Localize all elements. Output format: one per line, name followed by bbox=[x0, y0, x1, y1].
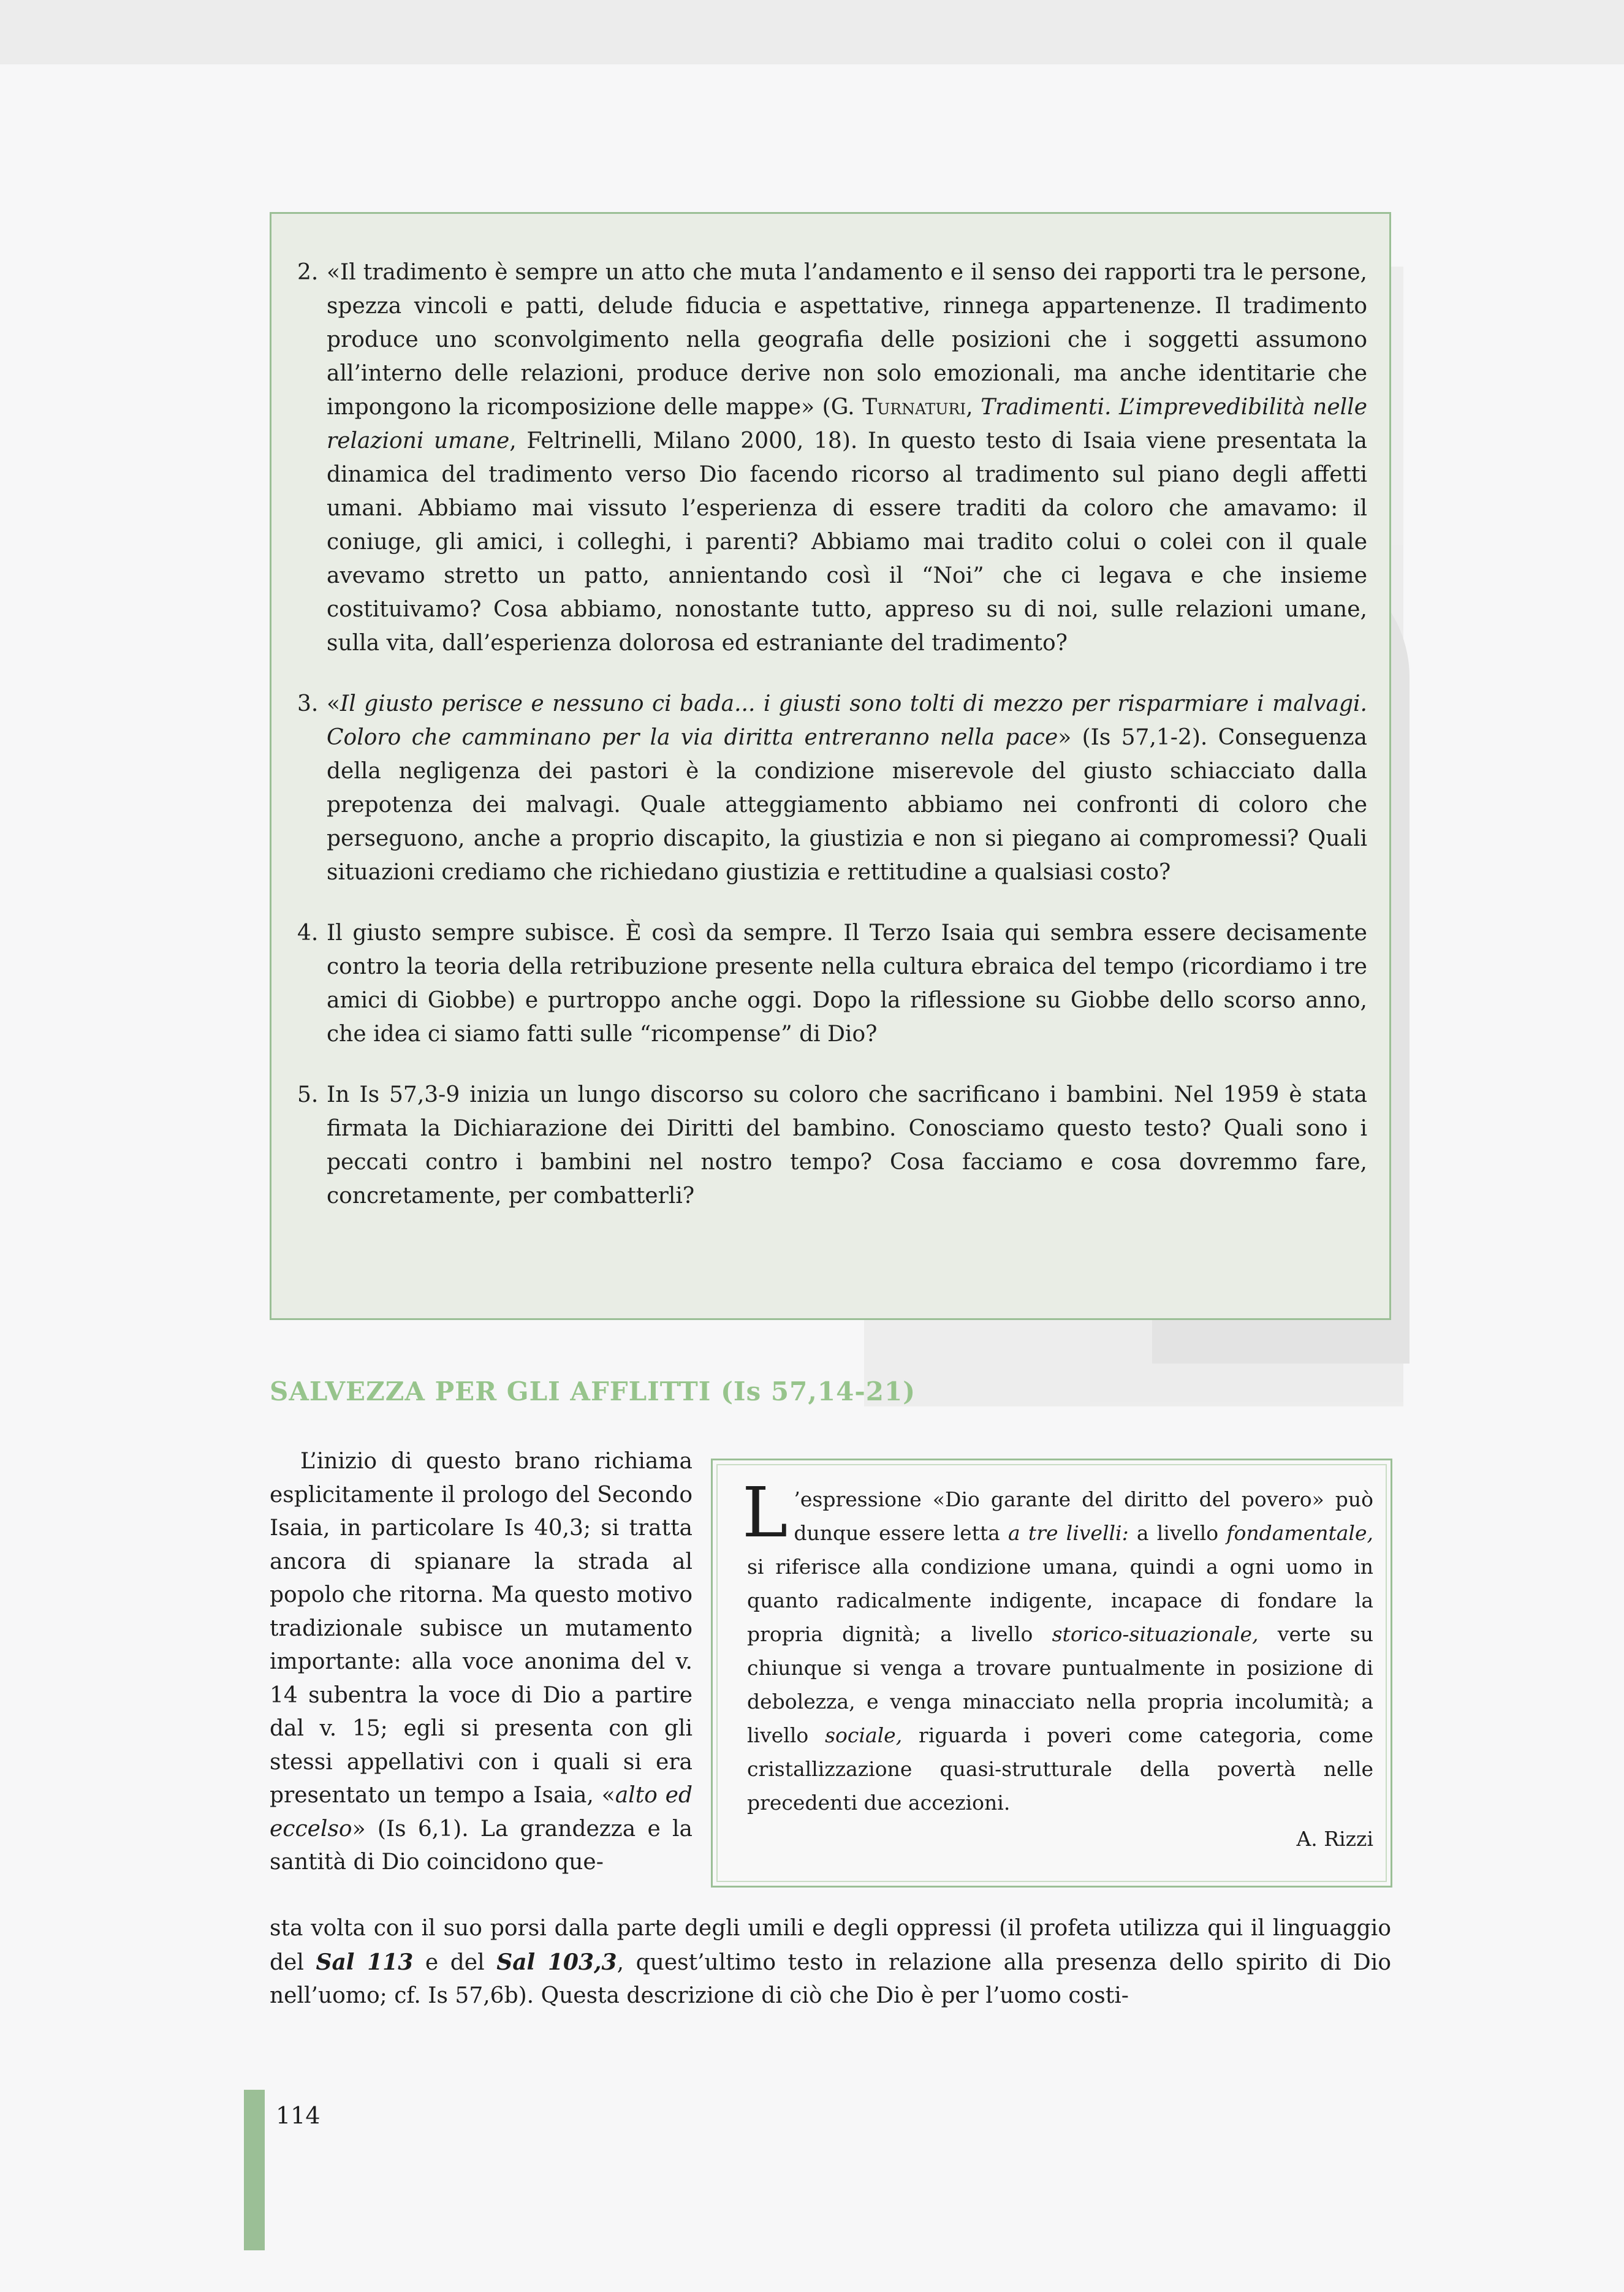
page-number-bar bbox=[244, 2090, 265, 2250]
text-run: , quest’ultimo testo in relazione alla presenza dello spirito di Dio nell’uomo; cf. Is 57,6b). Questa descrizione di ciò che Dio è per l’uomo costi- bbox=[270, 1949, 1391, 2008]
text-run: L’inizio di questo brano richiama esplicitamente il prologo del Secondo Isaia, in particolare Is 40,3; si tratta ancora di spianare la strada al popolo che ritorna. Ma questo motivo tradizionale subisce un mutamento importante: alla voce anonima del v. 14 subentra la voce di Dio a partire dal v. 15; egli si presenta con gli stessi appellativi con i quali si era presentato un tempo a Isaia, « bbox=[270, 1449, 692, 1808]
question-item bbox=[297, 1078, 1367, 1213]
body-left-column bbox=[270, 1445, 692, 1880]
page-number: 114 bbox=[276, 2102, 321, 2129]
text-run: Turnaturi bbox=[862, 395, 966, 420]
quote-author: A. Rizzi bbox=[1296, 1827, 1373, 1851]
text-run: Sal 103,3 bbox=[496, 1949, 617, 1975]
text-run: a tre livelli: bbox=[1008, 1521, 1129, 1545]
section-heading: SALVEZZA PER GLI AFFLITTI (Is 57,14-21) bbox=[270, 1376, 916, 1406]
question-text bbox=[327, 256, 1367, 660]
sidebar-quote-box bbox=[711, 1459, 1392, 1888]
text-run: storico-situazionale, bbox=[1052, 1622, 1259, 1646]
drop-cap: L bbox=[742, 1473, 788, 1553]
text-run: si riferisce alla condizione umana, quindi a ogni uomo in quanto radicalmente indigente, incapace di fondare la propria dignità; a livello bbox=[747, 1555, 1373, 1646]
text-run: , bbox=[966, 395, 981, 420]
text-run: Il giusto perisce e nessuno ci bada... i giusti sono tolti di mezzo per risparmiare i malvagi. Coloro che camminano per la via diritta entreranno nella pace bbox=[327, 691, 1367, 750]
text-run: In Is 57,3-9 inizia un lungo discorso su coloro che sacrificano i bambini. Nel 1959 è stata firmata la Dichiarazione dei Diritti del bambino. Conosciamo questo testo? Quali sono i peccati contro i bambini nel nostro tempo? Cosa facciamo e cosa dovremmo fare, concretamente, per combatterli? bbox=[327, 1082, 1367, 1209]
text-run: verte su chiunque si venga a trovare puntualmente in posizione di debolezza, e venga minacciato nella propria incolumità; a livello bbox=[747, 1622, 1374, 1747]
text-run: sociale, bbox=[825, 1723, 903, 1747]
question-item bbox=[297, 916, 1367, 1051]
body-full-width-text bbox=[270, 1912, 1391, 2013]
question-item bbox=[297, 256, 1367, 660]
text-run: e del bbox=[413, 1949, 497, 1975]
text-run: fondamentale, bbox=[1226, 1521, 1373, 1545]
question-number: 2. bbox=[297, 260, 319, 285]
question-number: 5. bbox=[297, 1082, 319, 1107]
text-run: , Feltrinelli, Milano 2000, 18). In questo testo di Isaia viene presentata la dinamica del tradimento verso Dio facendo ricorso al tradimento sul piano degli affetti umani. Abbiamo mai vissuto l’esperienza di essere traditi da coloro che amavamo: il coniuge, gli amici, i colleghi, i parenti? Abbiamo mai tradito colui o colei con il quale avevamo stretto un patto, annientando così il “Noi” che ci legava e che insieme costituivamo? Cosa abbiamo, nonostante tutto, appreso su di noi, sulle relazioni umane, sulla vita, dall’esperienza dolorosa ed estraniante del tradimento? bbox=[327, 428, 1368, 656]
quote-text bbox=[747, 1487, 1373, 1815]
reflection-questions-box bbox=[270, 212, 1391, 1320]
text-run: sta volta con il suo porsi dalla parte degli umili e degli oppressi (il profeta utilizza qui il linguaggio del bbox=[270, 1916, 1391, 1975]
question-text bbox=[327, 916, 1367, 1051]
question-text bbox=[327, 687, 1367, 889]
text-run: Sal 113 bbox=[316, 1949, 414, 1975]
question-text bbox=[327, 1078, 1367, 1213]
text-run: ’espressione «Dio garante del diritto del povero» può dunque essere letta bbox=[794, 1487, 1373, 1545]
question-item bbox=[297, 687, 1367, 889]
text-run: a livello bbox=[1128, 1521, 1227, 1545]
question-number: 4. bbox=[297, 920, 319, 946]
text-run: riguarda i poveri come categoria, come cristallizzazione quasi-strutturale della povertà nelle precedenti due accezioni. bbox=[747, 1723, 1374, 1815]
paragraph bbox=[270, 1445, 692, 1880]
text-run: «Il tradimento è sempre un atto che muta l’andamento e il senso dei rapporti tra le persone, spezza vincoli e patti, delude fiducia e aspettative, rinnega appartenenze. Il tradimento produce uno sconvolgimento nella geografia delle posizioni che i soggetti assumono all’interno delle relazioni, produce derive non solo emozionali, ma anche identitarie che impongono la ricomposizione delle mappe» (G. bbox=[327, 260, 1367, 420]
text-run: » (Is 57,1-2). Conseguenza della negligenza dei pastori è la condizione miserevole del giusto schiacciato dalla prepotenza dei malvagi. Quale atteggiamento abbiamo nei confronti di coloro che perseguono, anche a proprio discapito, la giustizia e non si piegano ai compromessi? Quali situazioni crediamo che richiedano giustizia e rettitudine a qualsiasi costo? bbox=[327, 725, 1367, 885]
text-run: Tradimenti. L’imprevedibilità nelle relazioni umane bbox=[327, 395, 1368, 453]
text-run: » (Is 6,1). La grandezza e la santità di Dio coincidono que- bbox=[270, 1816, 692, 1875]
text-run: « bbox=[327, 691, 341, 716]
text-run: alto ed eccelso bbox=[270, 1783, 692, 1842]
question-number: 3. bbox=[297, 691, 319, 716]
text-run: Il giusto sempre subisce. È così da sempre. Il Terzo Isaia qui sembra essere decisamente contro la teoria della retribuzione presente nella cultura ebraica del tempo (ricordiamo i tre amici di Giobbe) e purtroppo anche oggi. Dopo la riflessione su Giobbe dello scorso anno, che idea ci siamo fatti sulle “ricompense” di Dio? bbox=[327, 920, 1367, 1047]
